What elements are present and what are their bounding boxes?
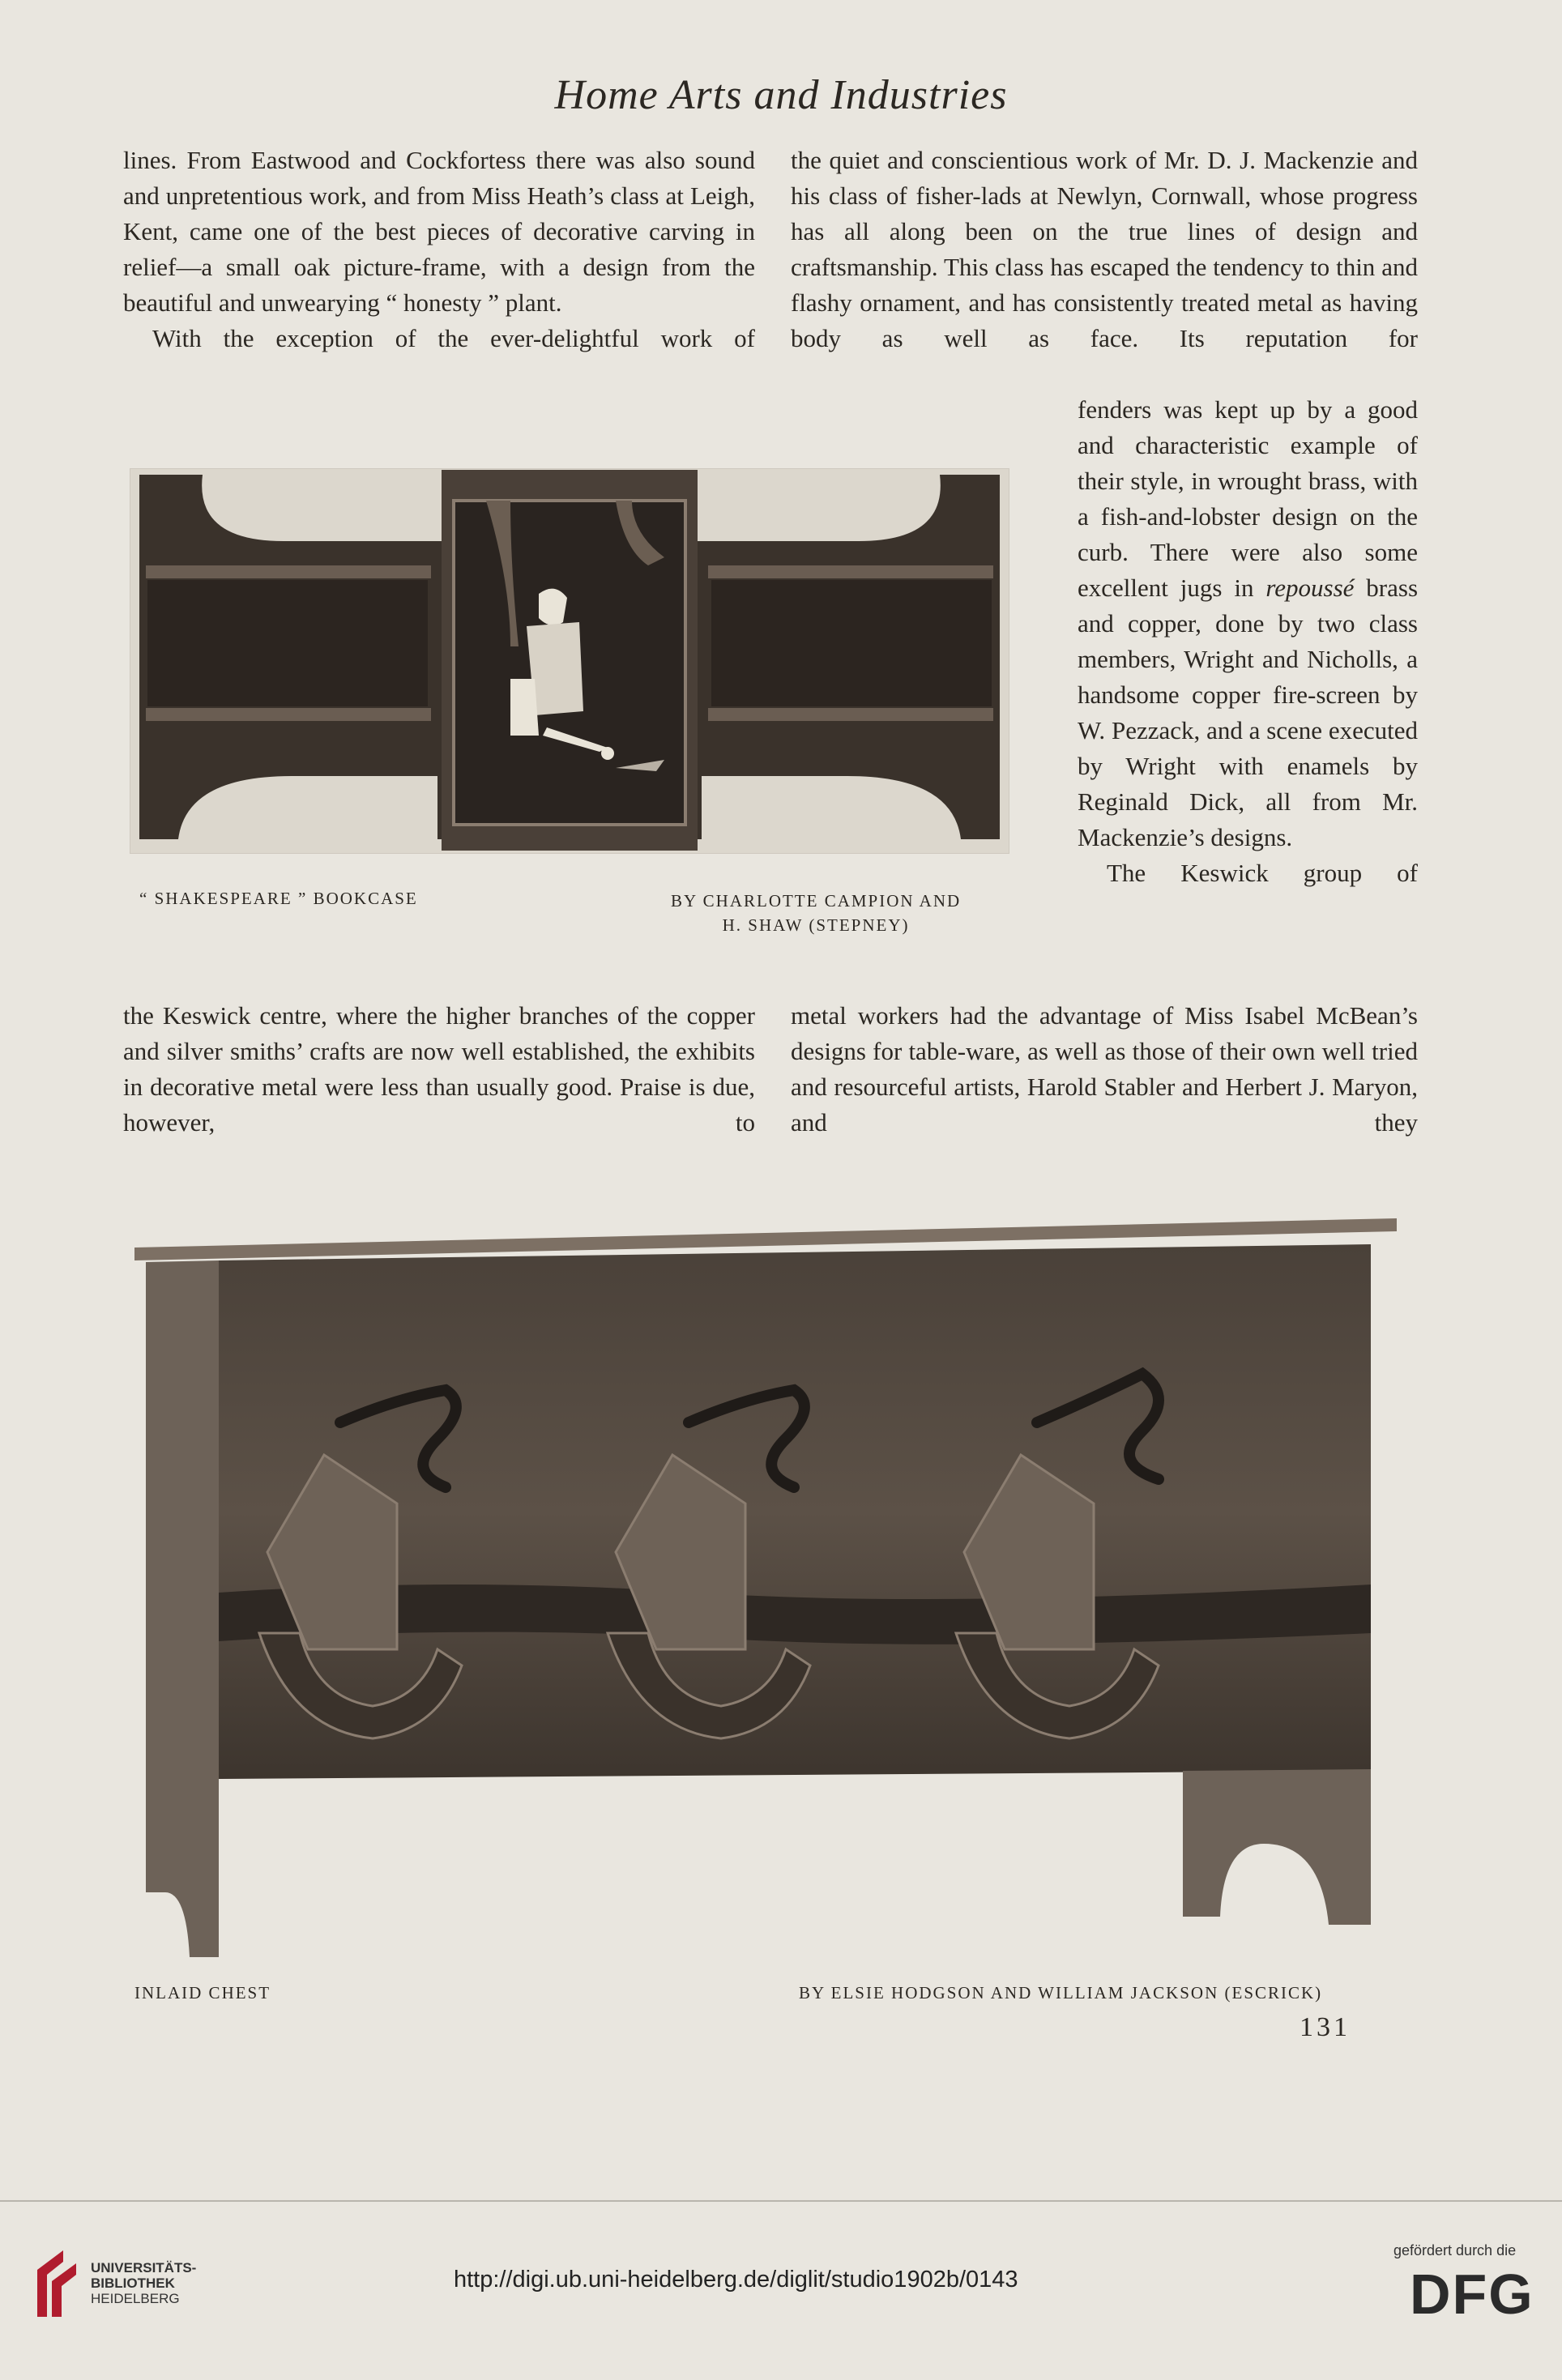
running-title: Home Arts and Industries [554,72,1008,118]
caption-line: BY CHARLOTTE CAMPION AND [671,891,962,911]
paragraph: the quiet and conscientious work of Mr. D. J. Mackenzie and his class of fisher-lads at Newlyn, Cornwall, whose progress has all along been on the true lines of design and craftsmanship. This class has escaped the tendency to thin and flashy ornament, and has consistently treated metal as having body as well as face. Its reputation for [791,146,1418,352]
paragraph [1078,392,1418,855]
funding-note: gefördert durch die [1393,2242,1517,2258]
chest-caption-title: INLAID CHEST [134,1983,271,2003]
source-url[interactable]: http://digi.ub.uni-heidelberg.de/diglit/studio1902b/0143 [454,2267,1018,2293]
caption-line: H. SHAW (STEPNEY) [722,915,910,935]
inlaid-chest-illustration [130,1212,1405,1970]
library-logo-icon [31,2246,87,2318]
paragraph: lines. From Eastwood and Cockfortess there was also sound and unpretentious work, and from Miss Heath’s class at Leigh, Kent, came one of the best pieces of decorative carving in relief—a small oak picture-frame, with a design from the beautiful and unwearying “ honesty ” plant. [123,146,755,317]
library-name-line: HEIDELBERG [91,2291,180,2306]
library-name [91,2260,196,2306]
page-number: 131 [1300,2012,1351,2042]
text-column-right-narrow [1078,392,1418,891]
dfg-logo: DFG [1410,2263,1534,2326]
chest-caption-credit: BY ELSIE HODGSON AND WILLIAM JACKSON (ESCRICK) [799,1983,1323,2003]
text-column-right-top [791,143,1418,356]
text-column-left-top [123,143,755,356]
footer-divider [0,2200,1562,2202]
library-name-line: UNIVERSITÄTS- [91,2260,197,2276]
text-column-right-bottom [791,998,1418,1141]
bookcase-caption-credit [671,889,961,937]
paragraph: The Keswick group of [1107,859,1418,887]
paragraph: metal workers had the advantage of Miss Isabel McBean’s designs for table-ware, as well as those of their own well tried and resourceful artists, Harold Stabler and Herbert J. Maryon, and they [791,1001,1418,1137]
text-run: brass and copper, done by two class members, Wright and Nicholls, a handsome copper fire-screen by W. Pezzack, and a scene executed by Wright with enamels by Reginald Dick, all from Mr. Mackenzie’s designs. [1078,574,1419,851]
bookcase-caption-title: “ SHAKESPEARE ” BOOKCASE [139,889,418,908]
library-name-line: BIBLIOTHEK [91,2276,175,2291]
bookcase-illustration [130,468,1009,854]
paragraph: With the exception of the ever-delightful work of [152,324,755,352]
text-column-left-bottom [123,998,755,1141]
text-run: fenders was kept up by a good and characteristic example of their style, in wrought brass, with a fish-and-lobster design on the curb. There were also some excellent jugs in [1078,395,1418,602]
paragraph: the Keswick centre, where the higher branches of the copper and silver smiths’ crafts are now well established, the exhibits in decorative metal were less than usually good. Praise is due, however, to [123,1001,755,1137]
italic-term: repoussé [1265,574,1355,602]
